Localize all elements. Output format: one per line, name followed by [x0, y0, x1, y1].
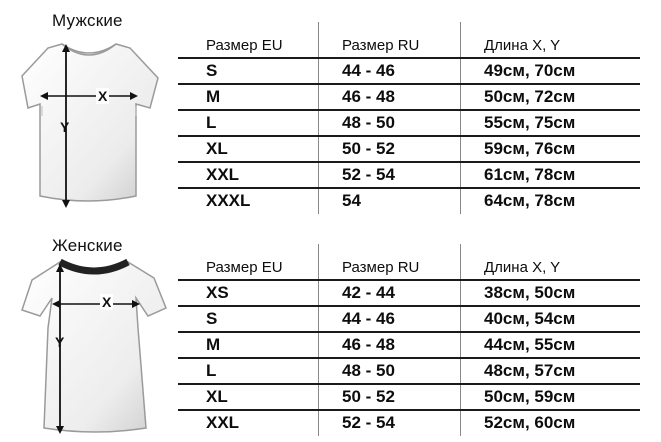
cell-size-eu: S — [206, 61, 218, 80]
men-tshirt-icon — [18, 36, 163, 216]
cell-length: 48см, 57см — [484, 361, 576, 380]
header-size-eu: Размер EU — [206, 37, 283, 54]
table-row — [178, 384, 640, 410]
header-length: Длина X, Y — [484, 37, 561, 54]
cell-size-eu: XXXL — [206, 191, 251, 210]
men-size-table — [178, 22, 640, 214]
table-row — [178, 306, 640, 332]
cell-size-ru: 44 - 46 — [342, 61, 395, 80]
cell-size-ru: 52 - 54 — [342, 413, 395, 432]
cell-size-eu: XS — [206, 283, 229, 302]
cell-size-ru: 48 - 50 — [342, 113, 395, 132]
cell-length: 55см, 75см — [484, 113, 576, 132]
header-size-eu: Размер EU — [206, 259, 283, 276]
header-size-ru: Размер RU — [342, 37, 420, 54]
table-header-row — [178, 244, 640, 280]
cell-size-ru: 50 - 52 — [342, 139, 395, 158]
table-row — [178, 358, 640, 384]
header-size-ru: Размер RU — [342, 259, 420, 276]
cell-length: 61см, 78см — [484, 165, 576, 184]
table-row — [178, 58, 640, 84]
men-y-label: Y — [60, 119, 70, 135]
cell-size-ru: 48 - 50 — [342, 361, 395, 380]
cell-size-eu: M — [206, 87, 221, 106]
men-section-title: Мужские — [52, 11, 123, 30]
cell-size-ru: 46 - 48 — [342, 335, 395, 354]
cell-size-eu: XL — [206, 139, 228, 158]
cell-size-ru: 42 - 44 — [342, 283, 395, 302]
table-row — [178, 110, 640, 136]
cell-length: 64см, 78см — [484, 191, 576, 210]
cell-length: 52см, 60см — [484, 413, 576, 432]
header-length: Длина X, Y — [484, 259, 561, 276]
cell-size-eu: XXL — [206, 165, 240, 184]
table-row — [178, 332, 640, 358]
cell-size-eu: L — [206, 361, 217, 380]
table-row — [178, 84, 640, 110]
table-row — [178, 136, 640, 162]
cell-length: 44см, 55см — [484, 335, 576, 354]
cell-size-eu: L — [206, 113, 217, 132]
cell-length: 50см, 59см — [484, 387, 576, 406]
cell-length: 59см, 76см — [484, 139, 576, 158]
men-x-label: X — [98, 88, 108, 104]
cell-size-ru: 46 - 48 — [342, 87, 395, 106]
cell-size-ru: 52 - 54 — [342, 165, 395, 184]
cell-size-ru: 50 - 52 — [342, 387, 395, 406]
table-row — [178, 280, 640, 306]
cell-length: 40см, 54см — [484, 309, 576, 328]
table-row — [178, 410, 640, 436]
women-size-table — [178, 244, 640, 436]
cell-length: 50см, 72см — [484, 87, 576, 106]
women-tshirt-icon — [20, 258, 170, 438]
cell-size-eu: XL — [206, 387, 228, 406]
cell-size-eu: M — [206, 335, 221, 354]
table-row — [178, 162, 640, 188]
women-section-title: Женские — [52, 236, 123, 255]
women-y-label: Y — [55, 334, 65, 350]
cell-size-ru: 44 - 46 — [342, 309, 395, 328]
cell-size-eu: XXL — [206, 413, 240, 432]
women-x-label: X — [102, 294, 112, 310]
cell-length: 49см, 70см — [484, 61, 576, 80]
table-row — [178, 188, 640, 214]
table-header-row — [178, 22, 640, 58]
cell-size-ru: 54 — [342, 191, 361, 210]
cell-length: 38см, 50см — [484, 283, 576, 302]
cell-size-eu: S — [206, 309, 218, 328]
